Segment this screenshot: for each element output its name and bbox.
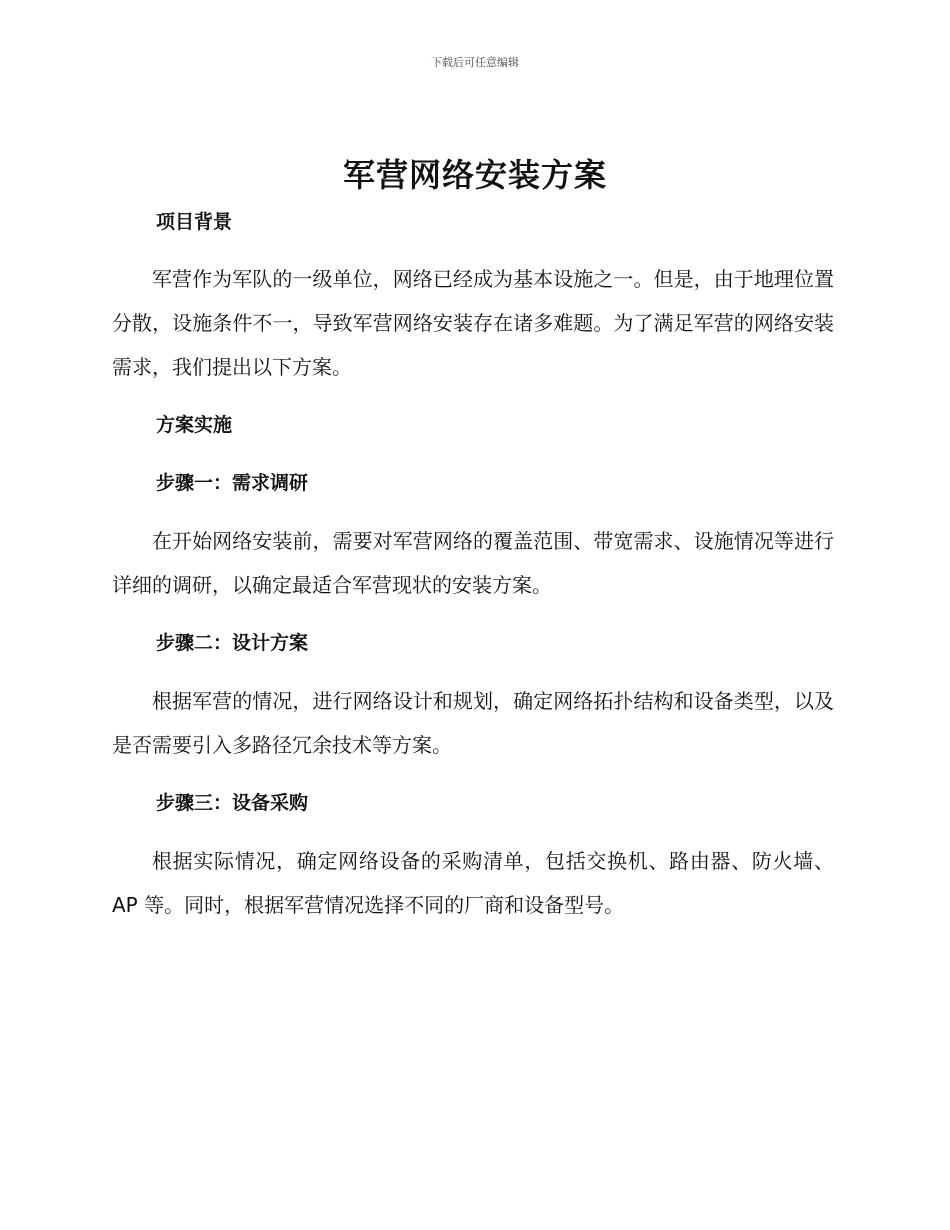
heading-step-one: 步骤一：需求调研 bbox=[156, 472, 309, 494]
header-note: 下载后可任意编辑 bbox=[431, 56, 519, 69]
document-body bbox=[112, 200, 834, 927]
paragraph-project-background: 军营作为军队的一级单位，网络已经成为基本设施之一。但是，由于地理位置分散，设施条件不一，导致军营网络安装存在诸多难题。为了满足军营的网络安装需求，我们提出以下方案。 bbox=[112, 267, 834, 379]
heading-step-two: 步骤二：设计方案 bbox=[156, 632, 309, 654]
paragraph-step-one: 在开始网络安装前，需要对军营网络的覆盖范围、带宽需求、设施情况等进行详细的调研，以确定最适合军营现状的安装方案。 bbox=[112, 529, 834, 597]
paragraph-step-two: 根据军营的情况，进行网络设计和规划，确定网络拓扑结构和设备类型，以及是否需要引入多路径冗余技术等方案。 bbox=[112, 689, 834, 757]
heading-project-background: 项目背景 bbox=[156, 211, 233, 233]
document-title: 军营网络安装方案 bbox=[342, 156, 607, 194]
heading-implementation: 方案实施 bbox=[156, 414, 233, 436]
heading-step-three: 步骤三：设备采购 bbox=[156, 792, 309, 814]
paragraph-step-three: 根据实际情况，确定网络设备的采购清单，包括交换机、路由器、防火墙、AP 等。同时，根据军营情况选择不同的厂商和设备型号。 bbox=[112, 849, 834, 917]
